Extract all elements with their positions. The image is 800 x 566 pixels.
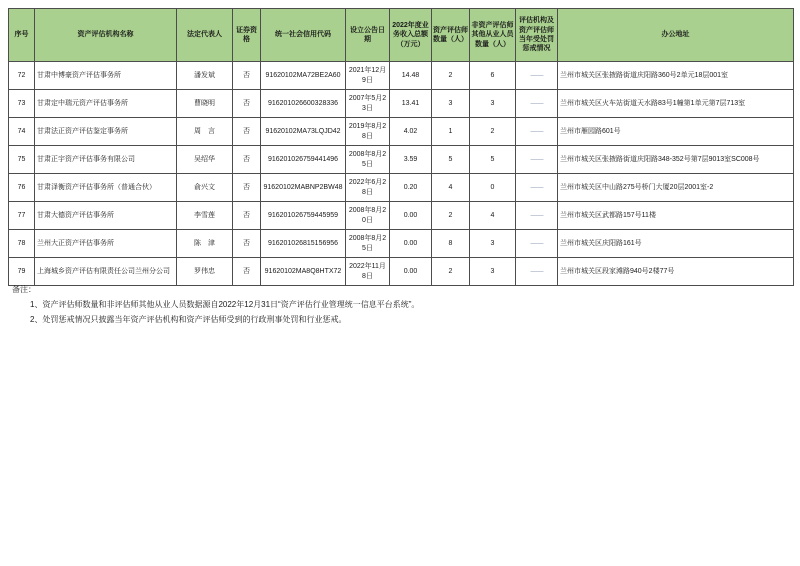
cell-income_2022: 0.00 (390, 230, 432, 258)
column-header-appraiser_count: 资产评估师数量（人） (432, 9, 470, 62)
cell-punishment: —— (516, 230, 558, 258)
cell-announce_date: 2019年8月28日 (346, 118, 390, 146)
cell-address: 兰州市城关区段家滩路940号2楼77号 (558, 258, 794, 286)
cell-announce_date: 2022年6月28日 (346, 174, 390, 202)
cell-punishment: —— (516, 118, 558, 146)
table-row (9, 230, 794, 258)
table-row (9, 202, 794, 230)
cell-index: 72 (9, 62, 35, 90)
cell-non_appraiser_count: 3 (470, 90, 516, 118)
remarks-title: 备注： (12, 285, 36, 294)
cell-appraiser_count: 1 (432, 118, 470, 146)
cell-address: 兰州市城关区中山路275号桥门大厦20层2001室-2 (558, 174, 794, 202)
cell-credit_code: 916201026759441496 (261, 146, 346, 174)
cell-index: 75 (9, 146, 35, 174)
cell-announce_date: 2022年11月8日 (346, 258, 390, 286)
cell-credit_code: 91620102MA8Q8HTX72 (261, 258, 346, 286)
cell-punishment: —— (516, 174, 558, 202)
cell-income_2022: 13.41 (390, 90, 432, 118)
cell-name: 兰州大正资产评估事务所 (35, 230, 177, 258)
cell-name: 甘肃法正资产评估鉴定事务所 (35, 118, 177, 146)
table-row (9, 258, 794, 286)
cell-address: 兰州市城关区武都路157号11楼 (558, 202, 794, 230)
column-header-legal_rep: 法定代表人 (177, 9, 233, 62)
cell-index: 76 (9, 174, 35, 202)
cell-appraiser_count: 5 (432, 146, 470, 174)
cell-credit_code: 916201026759445959 (261, 202, 346, 230)
column-header-announce_date: 设立公告日期 (346, 9, 390, 62)
cell-punishment: —— (516, 258, 558, 286)
table-row (9, 174, 794, 202)
cell-securities_qualified: 否 (233, 146, 261, 174)
column-header-address: 办公地址 (558, 9, 794, 62)
cell-punishment: —— (516, 202, 558, 230)
cell-appraiser_count: 8 (432, 230, 470, 258)
cell-legal_rep: 陈 津 (177, 230, 233, 258)
cell-income_2022: 4.02 (390, 118, 432, 146)
cell-name: 甘肃泽衡资产评估事务所（普通合伙） (35, 174, 177, 202)
column-header-credit_code: 统一社会信用代码 (261, 9, 346, 62)
cell-address: 兰州市城关区张掖路街道庆阳路360号2单元18层001室 (558, 62, 794, 90)
cell-securities_qualified: 否 (233, 174, 261, 202)
remark-item-1: 1、资产评估师数量和非评估师其他从业人员数据源自2022年12月31日“资产评估行业管理统一信息平台系统”。 (30, 299, 420, 309)
column-header-non_appraiser_count: 非资产评估师其他从业人员数量（人） (470, 9, 516, 62)
table-row (9, 62, 794, 90)
cell-securities_qualified: 否 (233, 62, 261, 90)
cell-appraiser_count: 3 (432, 90, 470, 118)
cell-name: 甘肃定中瑞元资产评估事务所 (35, 90, 177, 118)
appraisal-institutions-sheet (8, 8, 794, 286)
column-header-punishment: 评估机构及资产评估师当年受处罚惩戒情况 (516, 9, 558, 62)
cell-appraiser_count: 4 (432, 174, 470, 202)
cell-securities_qualified: 否 (233, 90, 261, 118)
cell-name: 甘肃大德资产评估事务所 (35, 202, 177, 230)
cell-legal_rep: 李雪莲 (177, 202, 233, 230)
table-row (9, 90, 794, 118)
remark-item-2: 2、处罚惩戒情况只披露当年资产评估机构和资产评估师受到的行政刑事处罚和行业惩戒。 (30, 314, 347, 324)
cell-punishment: —— (516, 62, 558, 90)
column-header-index: 序号 (9, 9, 35, 62)
cell-name: 甘肃中博豪资产评估事务所 (35, 62, 177, 90)
cell-credit_code: 91620102MABNP2BW48 (261, 174, 346, 202)
cell-non_appraiser_count: 2 (470, 118, 516, 146)
cell-securities_qualified: 否 (233, 202, 261, 230)
cell-securities_qualified: 否 (233, 258, 261, 286)
cell-punishment: —— (516, 146, 558, 174)
cell-appraiser_count: 2 (432, 202, 470, 230)
cell-non_appraiser_count: 6 (470, 62, 516, 90)
cell-non_appraiser_count: 4 (470, 202, 516, 230)
header-row (9, 9, 794, 62)
cell-credit_code: 91620102MA73LQJD42 (261, 118, 346, 146)
cell-announce_date: 2007年5月23日 (346, 90, 390, 118)
cell-punishment: —— (516, 90, 558, 118)
column-header-income_2022: 2022年度业务收入总额（万元） (390, 9, 432, 62)
cell-name: 上海城乡资产评估有限责任公司兰州分公司 (35, 258, 177, 286)
cell-announce_date: 2008年8月25日 (346, 230, 390, 258)
cell-legal_rep: 罗伟忠 (177, 258, 233, 286)
remarks-section (12, 284, 419, 328)
cell-address: 兰州市城关区庆阳路161号 (558, 230, 794, 258)
cell-non_appraiser_count: 5 (470, 146, 516, 174)
cell-legal_rep: 俞兴文 (177, 174, 233, 202)
table-row (9, 146, 794, 174)
cell-non_appraiser_count: 3 (470, 258, 516, 286)
table-row (9, 118, 794, 146)
cell-securities_qualified: 否 (233, 118, 261, 146)
cell-index: 79 (9, 258, 35, 286)
cell-income_2022: 0.20 (390, 174, 432, 202)
cell-income_2022: 14.48 (390, 62, 432, 90)
cell-name: 甘肃正宇资产评估事务有限公司 (35, 146, 177, 174)
cell-legal_rep: 周 言 (177, 118, 233, 146)
cell-announce_date: 2008年8月25日 (346, 146, 390, 174)
cell-address: 兰州市城关区张掖路街道庆阳路348-352号第7层9013室SC008号 (558, 146, 794, 174)
cell-index: 77 (9, 202, 35, 230)
cell-credit_code: 916201026815156956 (261, 230, 346, 258)
cell-legal_rep: 曹晓明 (177, 90, 233, 118)
cell-appraiser_count: 2 (432, 62, 470, 90)
cell-non_appraiser_count: 3 (470, 230, 516, 258)
cell-credit_code: 91620102MA72BE2A60 (261, 62, 346, 90)
cell-announce_date: 2021年12月9日 (346, 62, 390, 90)
cell-legal_rep: 潘发斌 (177, 62, 233, 90)
cell-address: 兰州市雁园路601号 (558, 118, 794, 146)
cell-income_2022: 0.00 (390, 258, 432, 286)
cell-announce_date: 2008年8月20日 (346, 202, 390, 230)
cell-index: 74 (9, 118, 35, 146)
cell-address: 兰州市城关区火车站街道天水路83号1幢第1单元第7层713室 (558, 90, 794, 118)
cell-income_2022: 0.00 (390, 202, 432, 230)
cell-credit_code: 916201026600328336 (261, 90, 346, 118)
column-header-securities_qualified: 证券资格 (233, 9, 261, 62)
cell-index: 78 (9, 230, 35, 258)
cell-index: 73 (9, 90, 35, 118)
cell-non_appraiser_count: 0 (470, 174, 516, 202)
cell-appraiser_count: 2 (432, 258, 470, 286)
cell-income_2022: 3.59 (390, 146, 432, 174)
cell-legal_rep: 吴绍华 (177, 146, 233, 174)
appraisal-institutions-table (8, 8, 794, 286)
cell-securities_qualified: 否 (233, 230, 261, 258)
column-header-name: 资产评估机构名称 (35, 9, 177, 62)
